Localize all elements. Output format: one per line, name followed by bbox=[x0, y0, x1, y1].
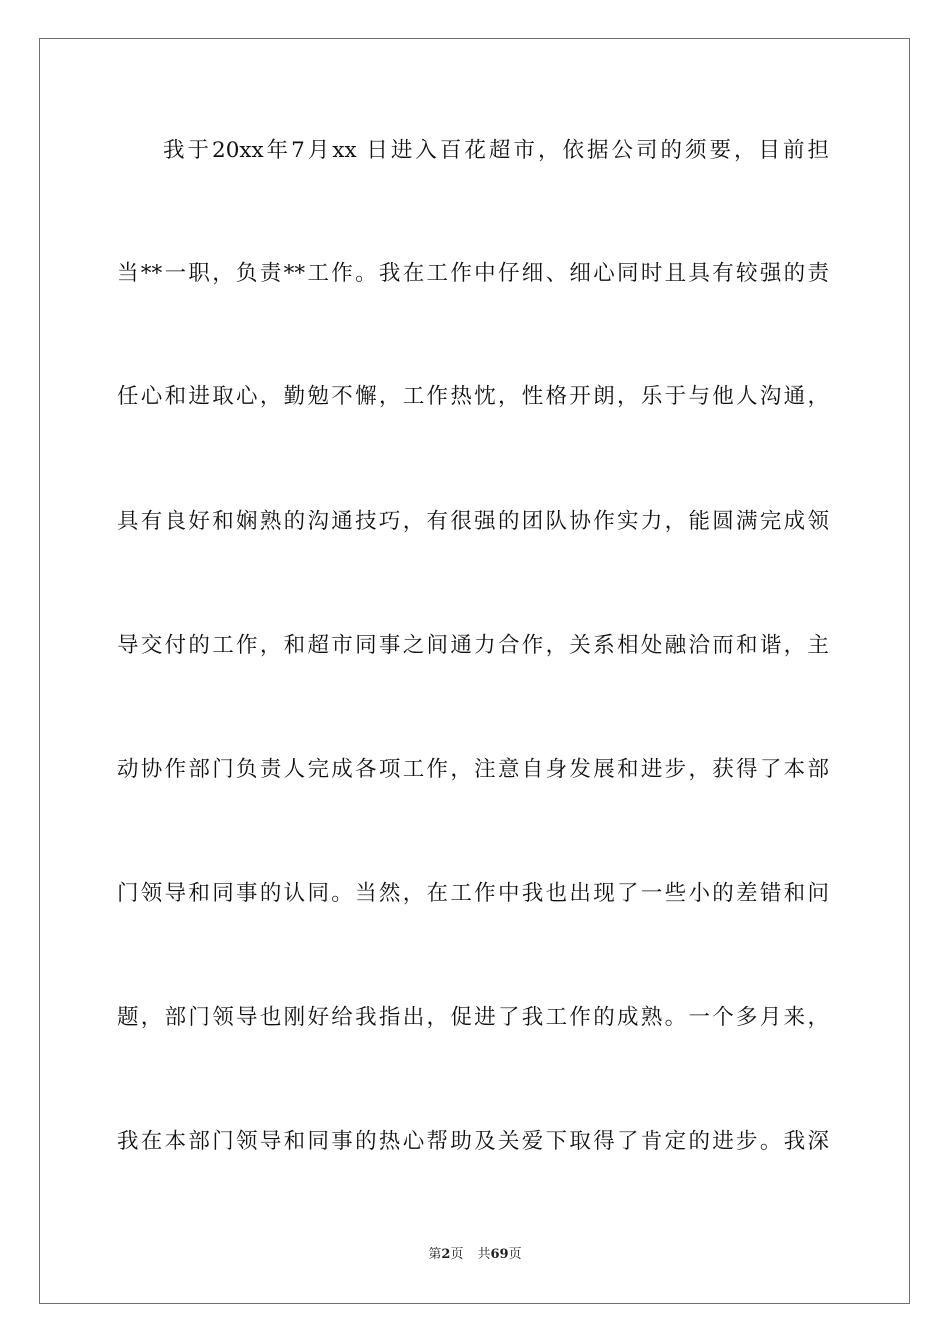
page-footer bbox=[0, 1247, 950, 1263]
text-line-9: 我在本部门领导和同事的热心帮助及关爱下取得了肯定的进步。我深 bbox=[117, 1129, 829, 1154]
total-prefix: 共 bbox=[477, 1247, 491, 1262]
text-line-4: 具有良好和娴熟的沟通技巧，有很强的团队协作实力，能圆满完成领 bbox=[117, 509, 829, 534]
text-line-8: 题，部门领导也刚好给我指出，促进了我工作的成熟。一个多月来， bbox=[117, 1005, 829, 1030]
text-line-3: 任心和进取心，勤勉不懈，工作热忱，性格开朗，乐于与他人沟通， bbox=[117, 384, 829, 409]
text-line-6: 动协作部门负责人完成各项工作，注意自身发展和进步，获得了本部 bbox=[117, 757, 829, 782]
page-border bbox=[39, 38, 910, 1304]
page-suffix: 页 bbox=[450, 1247, 464, 1262]
total-pages: 69 bbox=[490, 1247, 509, 1262]
total-suffix: 页 bbox=[508, 1247, 522, 1262]
text-line-2: 当**一职，负责**工作。我在工作中仔细、细心同时且具有较强的责 bbox=[117, 261, 829, 286]
page-number: 2 bbox=[441, 1247, 451, 1262]
page-prefix: 第 bbox=[428, 1247, 442, 1262]
text-line-5: 导交付的工作，和超市同事之间通力合作，关系相处融洽而和谐，主 bbox=[117, 633, 829, 658]
text-line-7: 门领导和同事的认同。当然，在工作中我也出现了一些小的差错和问 bbox=[117, 881, 829, 906]
text-line-1: 我于20xx年7月xx 日进入百花超市，依据公司的须要，目前担 bbox=[163, 138, 829, 163]
